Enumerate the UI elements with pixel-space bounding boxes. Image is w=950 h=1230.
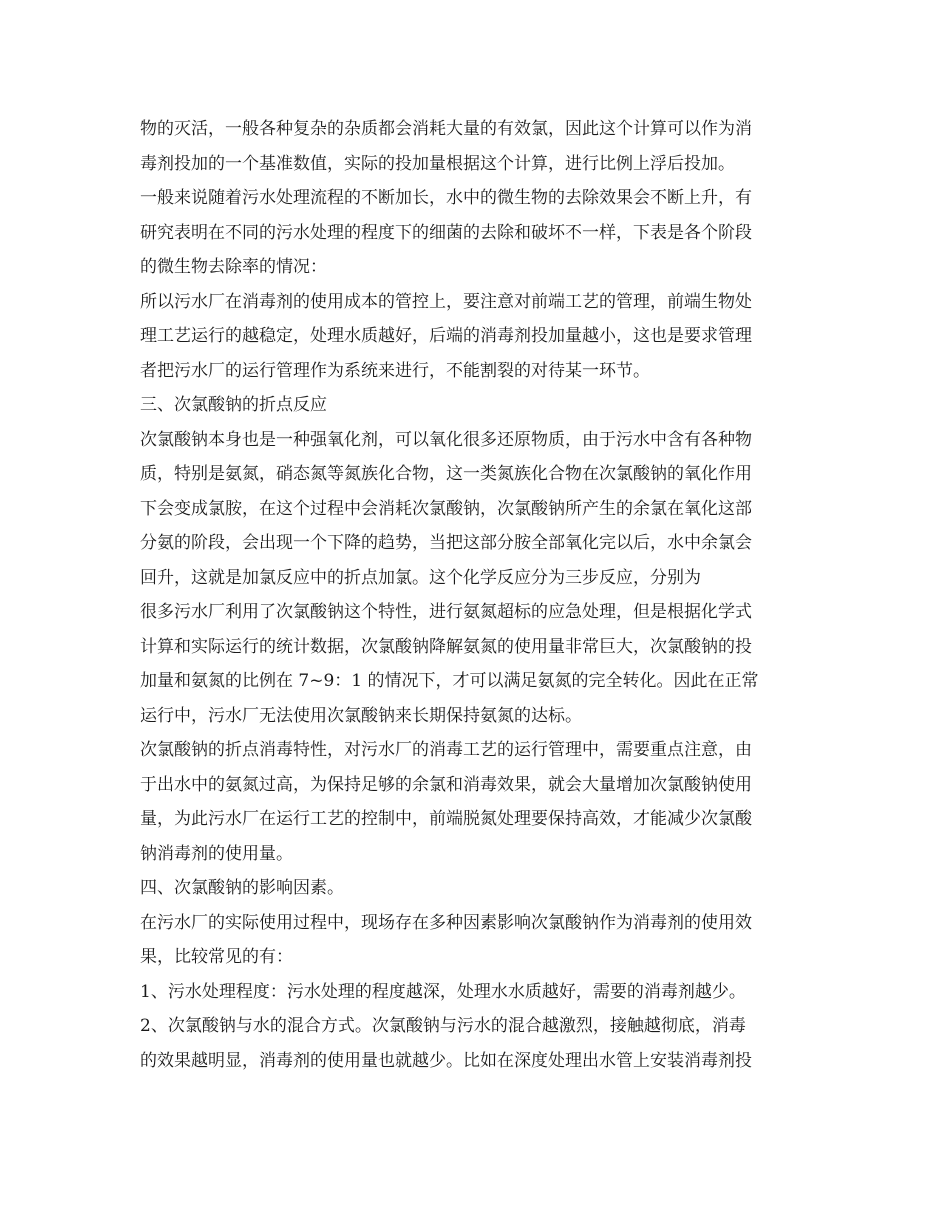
text-line: 物的灭活，一般各种复杂的杂质都会消耗大量的有效氯，因此这个计算可以作为消	[140, 119, 752, 139]
text-line: 量，为此污水厂在运行工艺的控制中，前端脱氮处理要保持高效，才能减少次氯酸	[140, 809, 752, 829]
text-line: 次氯酸钠的折点消毒特性，对污水厂的消毒工艺的运行管理中，需要重点注意，由	[140, 740, 752, 760]
text-line: 理工艺运行的越稳定，处理水质越好，后端的消毒剂投加量越小，这也是要求管理	[140, 326, 752, 346]
text-line: 的微生物去除率的情况：	[140, 257, 327, 277]
text-line: 于出水中的氨氮过高，为保持足够的余氯和消毒效果，就会大量增加次氯酸钠使用	[140, 774, 752, 795]
text-line: 加量和氨氮的比例在 7~9：1 的情况下，才可以满足氨氮的完全转化。因此在正常	[140, 671, 759, 691]
section-heading: 三、次氯酸钠的折点反应	[140, 395, 327, 415]
text-line: 所以污水厂在消毒剂的使用成本的管控上，要注意对前端工艺的管理，前端生物处	[140, 291, 752, 312]
list-item: 1、污水处理程度：污水处理的程度越深，处理水水质越好，需要的消毒剂越少。	[140, 981, 746, 1002]
text-line: 毒剂投加的一个基准数值，实际的投加量根据这个计算，进行比例上浮后投加。	[140, 153, 735, 174]
section-heading: 四、次氯酸钠的影响因素。	[140, 878, 344, 898]
text-line: 的效果越明显，消毒剂的使用量也就越少。比如在深度处理出水管上安装消毒剂投	[140, 1050, 752, 1071]
text-line: 在污水厂的实际使用过程中，现场存在多种因素影响次氯酸钠作为消毒剂的使用效	[140, 912, 752, 933]
text-line: 质，特别是氨氮，硝态氮等氮族化合物，这一类氮族化合物在次氯酸钠的氧化作用	[140, 464, 752, 484]
text-line: 运行中，污水厂无法使用次氯酸钠来长期保持氨氮的达标。	[140, 705, 582, 726]
text-line: 很多污水厂利用了次氯酸钠这个特性，进行氨氮超标的应急处理，但是根据化学式	[140, 602, 752, 622]
document-body	[140, 112, 820, 1078]
text-line: 研究表明在不同的污水处理的程度下的细菌的去除和破坏不一样，下表是各个阶段	[140, 222, 752, 243]
text-line: 一般来说随着污水处理流程的不断加长，水中的微生物的去除效果会不断上升，有	[140, 188, 752, 208]
text-line: 计算和实际运行的统计数据，次氯酸钠降解氨氮的使用量非常巨大，次氯酸钠的投	[140, 636, 752, 657]
text-line: 次氯酸钠本身也是一种强氧化剂，可以氧化很多还原物质，由于污水中含有各种物	[140, 429, 752, 450]
text-line: 分氨的阶段，会出现一个下降的趋势，当把这部分胺全部氧化完以后，水中余氯会	[140, 533, 752, 553]
text-line: 下会变成氯胺，在这个过程中会消耗次氯酸钠，次氯酸钠所产生的余氯在氧化这部	[140, 498, 752, 519]
text-line: 果，比较常见的有：	[140, 947, 293, 967]
text-line: 钠消毒剂的使用量。	[140, 843, 293, 864]
list-item: 2、次氯酸钠与水的混合方式。次氯酸钠与污水的混合越激烈，接触越彻底，消毒	[140, 1016, 746, 1036]
text-line: 者把污水厂的运行管理作为系统来进行，不能割裂的对待某一环节。	[140, 360, 650, 381]
text-line: 回升，这就是加氯反应中的折点加氯。这个化学反应分为三步反应，分别为	[140, 567, 701, 588]
